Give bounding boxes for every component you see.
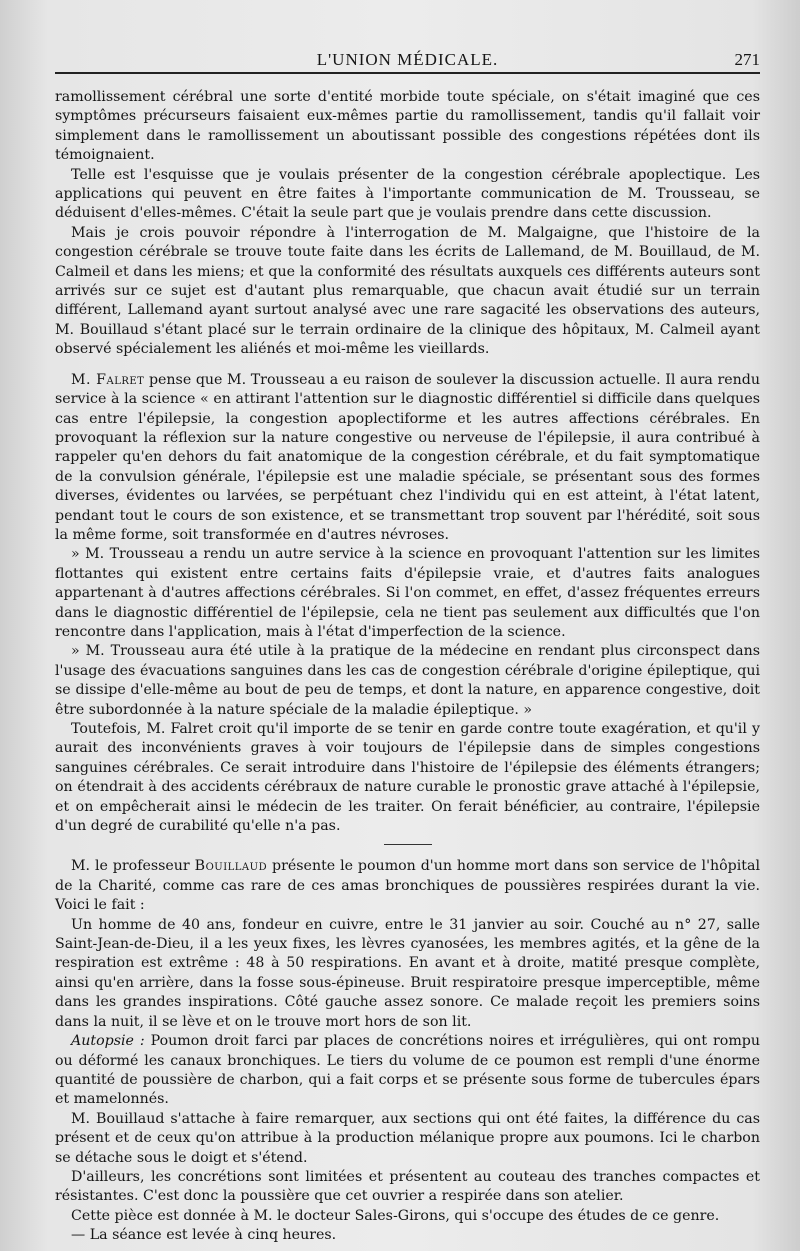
paragraph-falret xyxy=(55,371,760,546)
page-number: 271 xyxy=(734,50,760,69)
body-text xyxy=(55,88,760,1246)
paragraph-7: Toutefois, M. Falret croit qu'il importe de se tenir en garde contre toute exagération, et qu'il y aurait des inconvénients graves à voir toujours de l'épilepsie dans de simples congestions sanguines cérébrales. Ce serait introduire dans l'histoire de l'épilepsie des éléments étrangers; on étendrait à des accidents cérébraux de nature curable le pronostic grave attaché à l'épilepsie, et on empêcherait ainsi le médecin de les traiter. On ferait bénéficier, au contraire, l'épilepsie d'un degré de curabilité qu'elle n'a pas. xyxy=(55,721,760,835)
paragraph-text: présente le poumon d'un homme mort dans son service de l'hôpital de la Charité, comme cas rare de ces amas bronchiques de poussières respirées durant la vie. Voici le fait : xyxy=(55,858,760,914)
paragraph-prefix: M. le professeur xyxy=(71,858,195,875)
paragraph-14: — La séance est levée à cinq heures. xyxy=(71,1227,337,1244)
section-gap xyxy=(55,360,760,371)
speaker-name: Bouillaud xyxy=(194,858,268,875)
paragraph-text: Poumon droit farci par places de concrétions noires et irrégulières, qui ont rompu ou déformé les canaux bronchiques. Le tiers du volume de ce poumon est rempli d'une énorme quantité de poussière de charbon, qui a fait corps et se présente sous forme de tubercules épars et mamelonnés. xyxy=(55,1033,761,1108)
paragraph-text: pense que M. Trousseau a eu raison de soulever la discussion actuelle. Il aura rendu service à la science « en attirant l'attention sur le diagnostic différentiel si difficile dans quelques cas entre l'épilepsie, la congestion apoplectiforme et les autres affections cérébrales. En provoquant la réflexion sur la nature congestive ou nerveuse de l'épilepsie, il aura contribué à rappeler qu'en dehors du fait anatomique de la congestion cérébrale, et du fait symptomatique de la convulsion générale, l'épilepsie est une maladie spéciale, se présentant sous des formes diverses, évidentes ou larvées, se perpétuant chez l'individu qui en est atteint, à l'état latent, pendant tout le cours de son existence, et se transmettant trop souvent par l'hérédité, soit sous la même forme, soit transformée en d'autres névroses. xyxy=(55,371,760,543)
running-title: L'UNION MÉDICALE. xyxy=(316,50,499,69)
paragraph-1: ramollissement cérébral une sorte d'entité morbide toute spéciale, on s'était imaginé que ces symptômes précurseurs faisaient eux-mêmes partie du ramollissement, tandis qu'il fallait voir simplement dans le ramollissement un aboutissant possible des congestions répétées dont ils témoignaient. xyxy=(55,89,760,164)
paragraph-2: Telle est l'esquisse que je voulais présenter de la congestion cérébrale apoplectique. Les applications qui peuvent en être faites à l'importante communication de M. Trousseau, se déduisent d'elles-mêmes. C'était la seule part que je voulais prendre dans cette discussion. xyxy=(55,166,760,222)
autopsie-lead: Autopsie : xyxy=(71,1033,145,1050)
paragraph-bouillaud xyxy=(55,857,760,915)
paragraph-12: D'ailleurs, les concrétions sont limitées et présentent au couteau des tranches compactes et résistantes. C'est donc la poussière que cet ouvrier a respirée dans son atelier. xyxy=(55,1168,760,1205)
paragraph-5: » M. Trousseau a rendu un autre service à la science en provoquant l'attention sur les limites flottantes qui existent entre certains faits d'épilepsie vraie, et d'autres faits analogues appartenant à d'autres affections cérébrales. Si l'on commet, en effet, d'assez fréquentes erreurs dans le diagnostic différentiel de l'épilepsie, cela ne tient pas seulement aux difficultés que l'on rencontre dans l'application, mais à l'état d'imperfection de la science. xyxy=(55,546,760,640)
speaker-name: M. Falret xyxy=(71,371,145,388)
page-header xyxy=(55,38,760,74)
paragraph-3: Mais je crois pouvoir répondre à l'interrogation de M. Malgaigne, que l'histoire de la congestion cérébrale se trouve toute faite dans les écrits de Lallemand, de M. Bouillaud, de M. Calmeil et dans les miens; et que la conformité des résultats auxquels ces différents auteurs sont arrivés sur ce sujet est d'autant plus remarquable, que chacun avait étudié sur un terrain différent, Lallemand ayant surtout analysé avec une rare sagacité les observations des auteurs, M. Bouillaud s'étant placé sur le terrain ordinaire de la clinique des hôpitaux, M. Calmeil ayant observé spécialement les aliénés et moi-même les vieillards. xyxy=(55,224,760,358)
paragraph-9: Un homme de 40 ans, fondeur en cuivre, entre le 31 janvier au soir. Couché au n° 27, salle Saint-Jean-de-Dieu, il a les yeux fixes, les lèvres cyanosées, les membres agités, et la gêne de la respiration est extrême : 48 à 50 respirations. En avant et à droite, matité presque complète, ainsi qu'en arrière, dans la fosse sous-épineuse. Bruit respiratoire presque imperceptible, même dans les grandes inspirations. Côté gauche assez sonore. Ce malade reçoit les premiers soins dans la nuit, il se lève et on le trouve mort hors de son lit. xyxy=(55,916,760,1030)
section-divider xyxy=(384,844,432,845)
paragraph-6: » M. Trousseau aura été utile à la pratique de la médecine en rendant plus circonspect dans l'usage des évacuations sanguines dans les cas de congestion cérébrale d'origine épileptique, qui se dissipe d'elle-même au bout de peu de temps, et dont la nature, en apparence congestive, doit être subordonnée à la nature spéciale de la maladie épileptique. » xyxy=(55,643,760,718)
paragraph-autopsie xyxy=(55,1032,760,1110)
paragraph-13: Cette pièce est donnée à M. le docteur Sales-Girons, qui s'occupe des études de ce genre. xyxy=(71,1207,720,1224)
paragraph-11: M. Bouillaud s'attache à faire remarquer, aux sections qui ont été faites, la différence du cas présent et de ceux qu'on attribue à la production mélanique propre aux poumons. Ici le charbon se détache sous le doigt et s'étend. xyxy=(55,1110,760,1166)
